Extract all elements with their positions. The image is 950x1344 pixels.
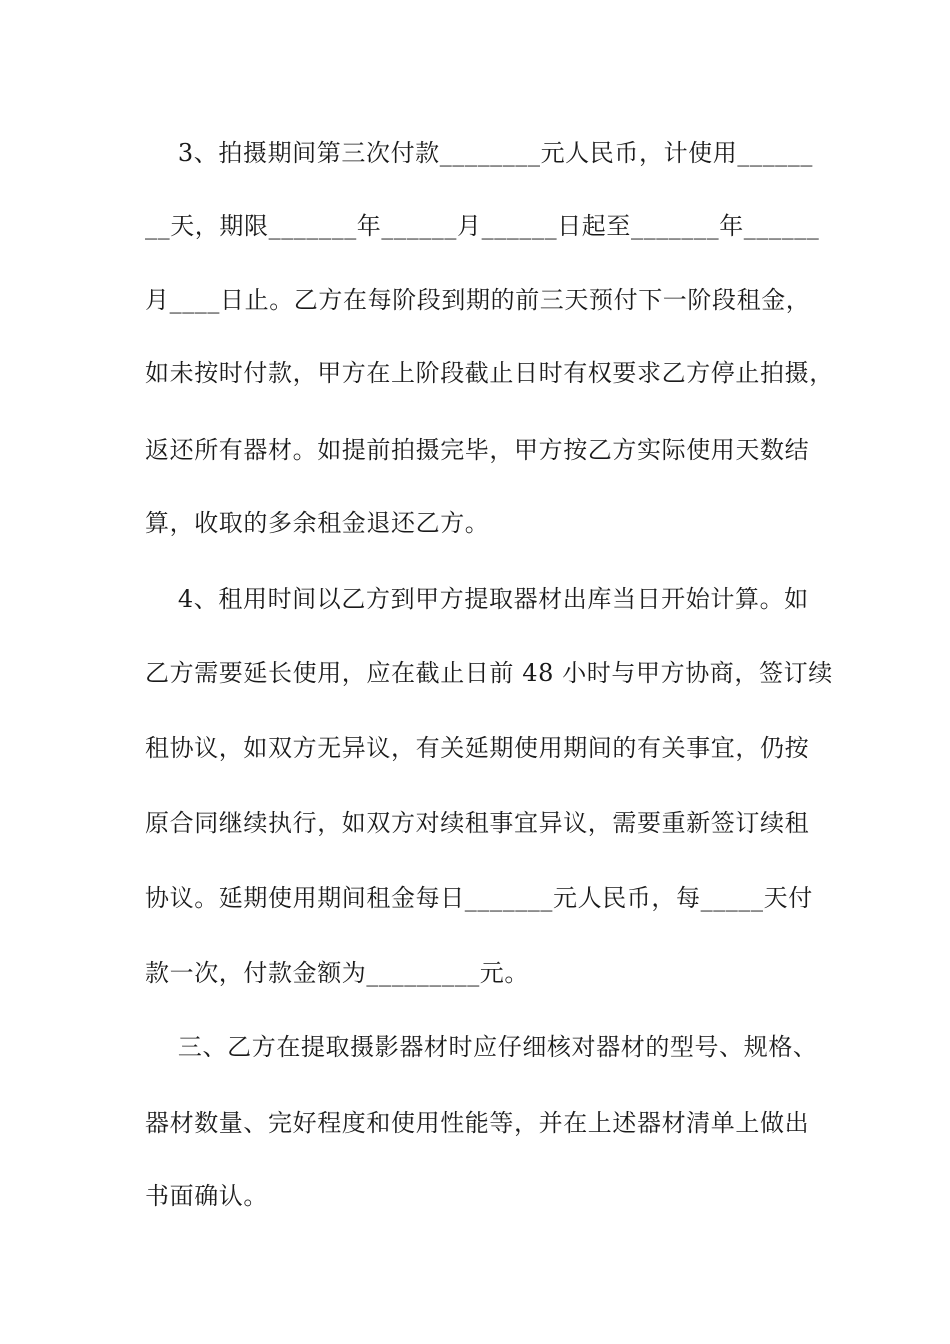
text-line: 乙方需要延长使用，应在截止日前 48 小时与甲方协商，签订续 xyxy=(145,659,833,687)
text-line: 算，收取的多余租金退还乙方。 xyxy=(145,509,490,537)
text-line: 协议。延期使用期间租金每日_______元人民币，每_____天付 xyxy=(145,884,813,912)
text-line: 原合同继续执行，如双方对续租事宜异议，需要重新签订续租 xyxy=(145,809,810,837)
text-line: 如未按时付款，甲方在上阶段截止日时有权要求乙方停止拍摄， xyxy=(145,359,834,387)
text-line: 器材数量、完好程度和使用性能等，并在上述器材清单上做出 xyxy=(145,1109,810,1137)
text-line: 书面确认。 xyxy=(145,1182,268,1210)
text-line: 三、乙方在提取摄影器材时应仔细核对器材的型号、规格、 xyxy=(145,1033,818,1061)
text-line: 返还所有器材。如提前拍摄完毕，甲方按乙方实际使用天数结 xyxy=(145,436,810,464)
text-line: 3、拍摄期间第三次付款________元人民币，计使用______ xyxy=(145,139,813,167)
text-line: 租协议，如双方无异议，有关延期使用期间的有关事宜，仍按 xyxy=(145,734,810,762)
text-line: 4、租用时间以乙方到甲方提取器材出库当日开始计算。如 xyxy=(145,585,809,613)
text-line: 月____日止。乙方在每阶段到期的前三天预付下一阶段租金， xyxy=(145,286,811,314)
text-line: 款一次，付款金额为_________元。 xyxy=(145,959,529,987)
text-line: __天，期限_______年______月______日起至_______年______ xyxy=(145,212,820,240)
